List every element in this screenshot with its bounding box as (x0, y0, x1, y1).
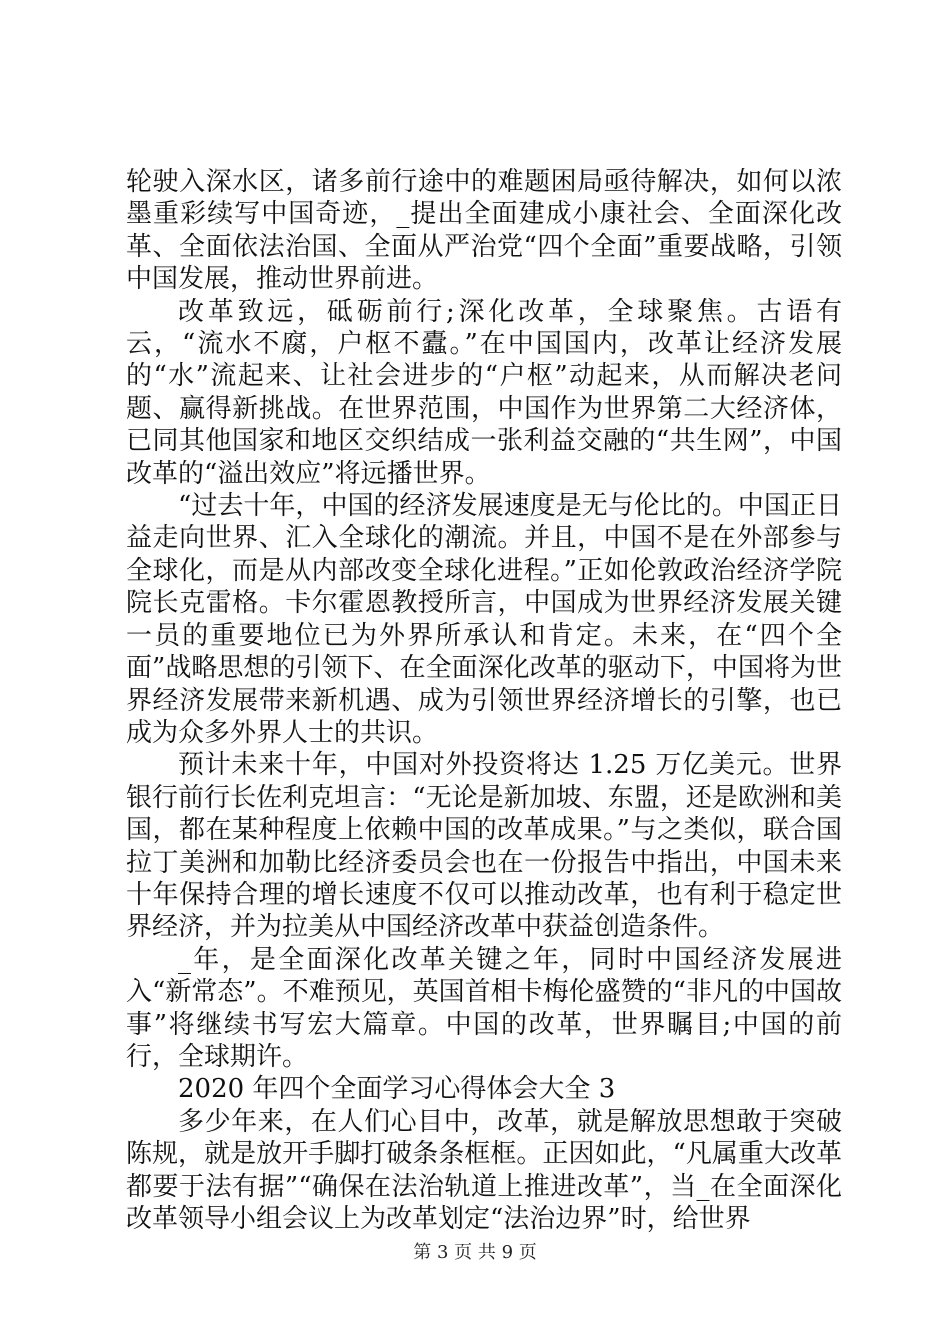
paragraph-4: 预计未来十年，中国对外投资将达 1.25 万亿美元。世界银行前行长佐利克坦言：“无论是新加坡、东盟，还是欧洲和美国，都在某种程度上依赖中国的改革成果。”与之类似，联合国拉丁美洲和加勒比经济委员会也在一份报告中指出，中国未来十年保持合理的增长速度不仅可以推动改革，也有利于稳定世界经济，并为拉美从中国经济改革中获益创造条件。 (126, 750, 842, 943)
paragraph-6: 多少年来，在人们心目中，改革，就是解放思想敢于突破陈规，就是放开手脚打破条条框框。正因如此，“凡属重大改革都要于法有据”“确保在法治轨道上推进改革”，当_在全面深化改革领导小组会议上为改革划定“法治边界”时，给世界 (126, 1106, 842, 1234)
paragraph-5: _年，是全面深化改革关键之年，同时中国经济发展进入“新常态”。不难预见，英国首相卡梅伦盛赞的“非凡的中国故事”将继续书写宏大篇章。中国的改革，世界瞩目;中国的前行，全球期许。 (126, 944, 842, 1072)
section-heading: 2020 年四个全面学习心得体会大全 3 (178, 1074, 616, 1105)
paragraph-2: 改革致远，砥砺前行;深化改革，全球聚焦。古语有云，“流水不腐，户枢不蠹。”在中国国内，改革让经济发展的“水”流起来、让社会进步的“户枢”动起来，从而解决老问题、赢得新挑战。在世界范围，中国作为世界第二大经济体，已同其他国家和地区交织结成一张利益交融的“共生网”，中国改革的“溢出效应”将远播世界。 (126, 296, 842, 489)
document-body (126, 166, 842, 1235)
paragraph-3: “过去十年，中国的经济发展速度是无与伦比的。中国正日益走向世界、汇入全球化的潮流。并且，中国不是在外部参与全球化，而是从内部改变全球化进程。”正如伦敦政治经济学院院长克雷格。卡尔霍恩教授所言，中国成为世界经济发展关键一员的重要地位已为外界所承认和肯定。未来，在“四个全面”战略思想的引领下、在全面深化改革的驱动下，中国将为世界经济发展带来新机遇、成为引领世界经济增长的引擎，也已成为众多外界人士的共识。 (126, 491, 842, 748)
paragraph-1: 轮驶入深水区，诸多前行途中的难题困局亟待解决，如何以浓墨重彩续写中国奇迹，_提出全面建成小康社会、全面深化改革、全面依法治国、全面从严治党“四个全面”重要战略，引领中国发展，推动世界前进。 (126, 167, 842, 295)
page-footer: 第 3 页 共 9 页 (413, 1242, 537, 1263)
